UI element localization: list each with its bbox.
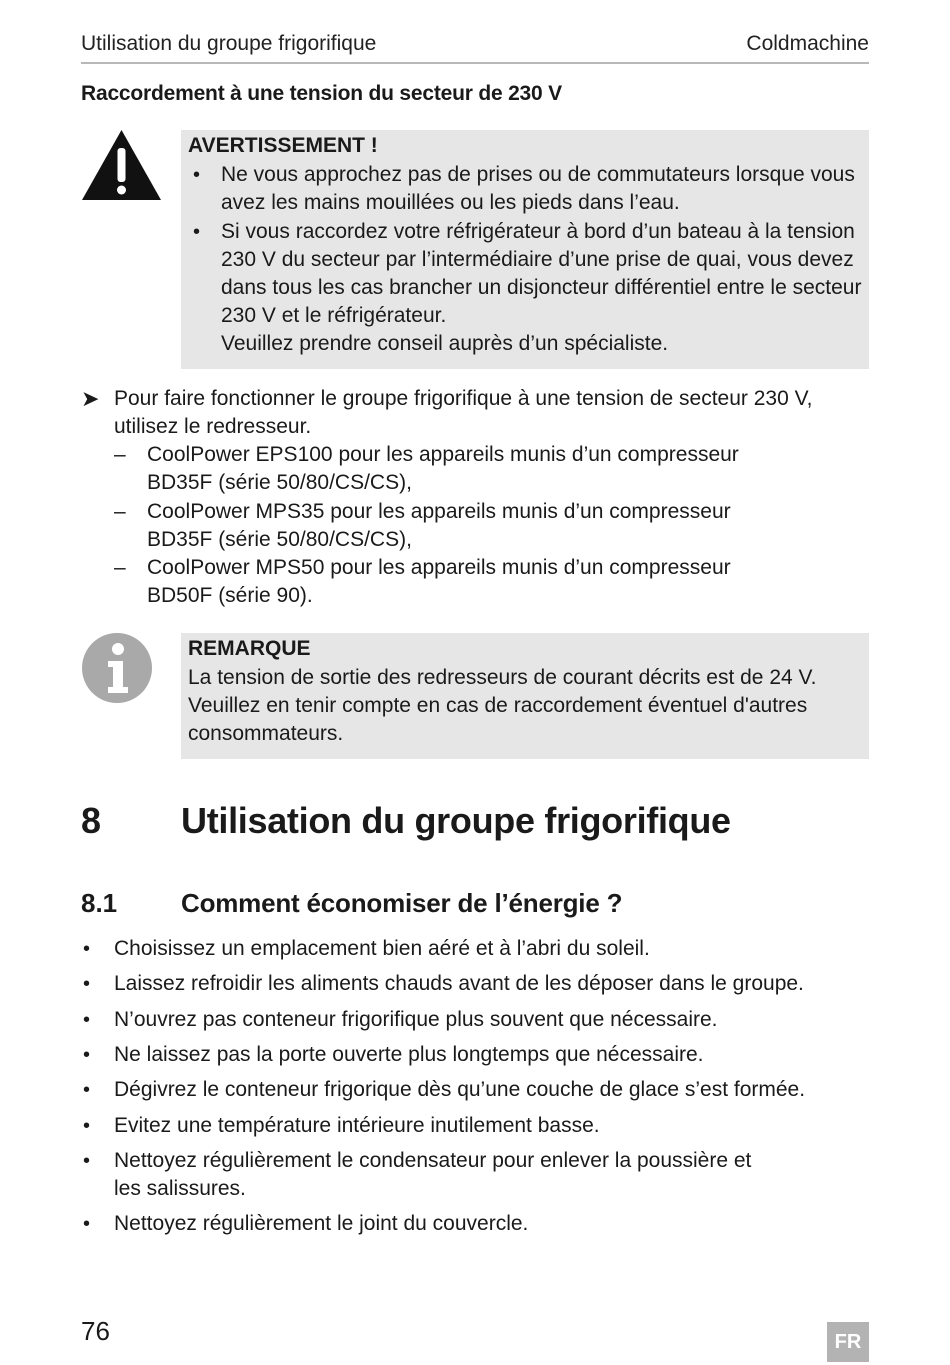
header-section-title: Utilisation du groupe frigorifique (81, 32, 377, 55)
bullet-icon: • (83, 1044, 91, 1066)
info-icon (81, 632, 153, 704)
note-line: La tension de sortie des redresseurs de courant décrits est de 24 V. (188, 666, 817, 689)
warning-line: Ne vous approchez pas de prises ou de commutateurs lorsque vous (221, 163, 855, 186)
warning-line: Veuillez prendre conseil auprès d’un spécialiste. (221, 332, 669, 355)
warning-line: 230 V et le réfrigérateur. (221, 304, 447, 327)
manual-page (81, 0, 869, 1365)
tip-item: Evitez une température intérieure inutilement basse. (114, 1114, 600, 1137)
bullet-icon: • (83, 1079, 91, 1101)
warning-line: dans tous les cas brancher un disjoncteur différentiel entre le secteur (221, 276, 862, 299)
instruction-line: utilisez le redresseur. (114, 415, 312, 438)
dash-icon: – (114, 443, 126, 466)
bullet-icon: • (193, 221, 201, 243)
tip-item: Laissez refroidir les aliments chauds avant de les déposer dans le groupe. (114, 972, 804, 995)
note-line: Veuillez en tenir compte en cas de raccordement éventuel d'autres (188, 694, 808, 717)
bullet-icon: • (83, 1009, 91, 1031)
bullet-icon: • (83, 1150, 91, 1172)
dash-icon: – (114, 500, 126, 523)
bullet-icon: • (193, 164, 201, 186)
tip-item: N’ouvrez pas conteneur frigorifique plus souvent que nécessaire. (114, 1008, 718, 1031)
instruction-line: Pour faire fonctionner le groupe frigorifique à une tension de secteur 230 V, (114, 387, 813, 410)
connection-heading: Raccordement à une tension du secteur de 230 V (81, 82, 562, 105)
rectifier-item: CoolPower EPS100 pour les appareils munis d’un compresseur (147, 443, 739, 466)
page-number: 76 (81, 1316, 110, 1346)
tip-item-continuation: les salissures. (114, 1177, 246, 1200)
rectifier-item: BD50F (série 90). (147, 584, 313, 607)
bullet-icon: • (83, 1213, 91, 1235)
tip-item: Dégivrez le conteneur frigorique dès qu’une couche de glace s’est formée. (114, 1078, 806, 1101)
tip-item: Nettoyez régulièrement le condensateur pour enlever la poussière et (114, 1149, 752, 1172)
arrow-icon: ➤ (81, 386, 100, 411)
warning-line: 230 V du secteur par l’intermédiaire d’une prise de quai, vous devez (221, 248, 854, 271)
bullet-icon: • (83, 1115, 91, 1137)
warning-triangle-icon (81, 128, 162, 202)
tip-item: Ne laissez pas la porte ouverte plus longtemps que nécessaire. (114, 1043, 704, 1066)
language-badge: FR (827, 1322, 869, 1362)
bullet-icon: • (83, 973, 91, 995)
bullet-icon: • (83, 938, 91, 960)
warning-box (181, 130, 869, 369)
rectifier-item: BD35F (série 50/80/CS/CS), (147, 528, 412, 551)
warning-line: Si vous raccordez votre réfrigérateur à bord d’un bateau à la tension (221, 220, 855, 243)
note-box (181, 633, 869, 759)
header-product-name: Coldmachine (746, 32, 869, 55)
warning-title: AVERTISSEMENT ! (188, 134, 378, 157)
note-title: REMARQUE (188, 637, 311, 660)
warning-line: avez les mains mouillées ou les pieds dans l’eau. (221, 191, 680, 214)
rectifier-item: CoolPower MPS35 pour les appareils munis d’un compresseur (147, 500, 731, 523)
subsection-title: Comment économiser de l’énergie ? (181, 888, 623, 918)
running-header (81, 30, 869, 64)
chapter-number: 8 (81, 800, 102, 841)
rectifier-item: CoolPower MPS50 pour les appareils munis d’un compresseur (147, 556, 731, 579)
chapter-title: Utilisation du groupe frigorifique (181, 800, 731, 841)
tip-item: Nettoyez régulièrement le joint du couvercle. (114, 1212, 529, 1235)
note-line: consommateurs. (188, 722, 344, 745)
dash-icon: – (114, 556, 126, 579)
subsection-number: 8.1 (81, 888, 118, 918)
rectifier-item: BD35F (série 50/80/CS/CS), (147, 471, 412, 494)
tip-item: Choisissez un emplacement bien aéré et à l’abri du soleil. (114, 937, 650, 960)
